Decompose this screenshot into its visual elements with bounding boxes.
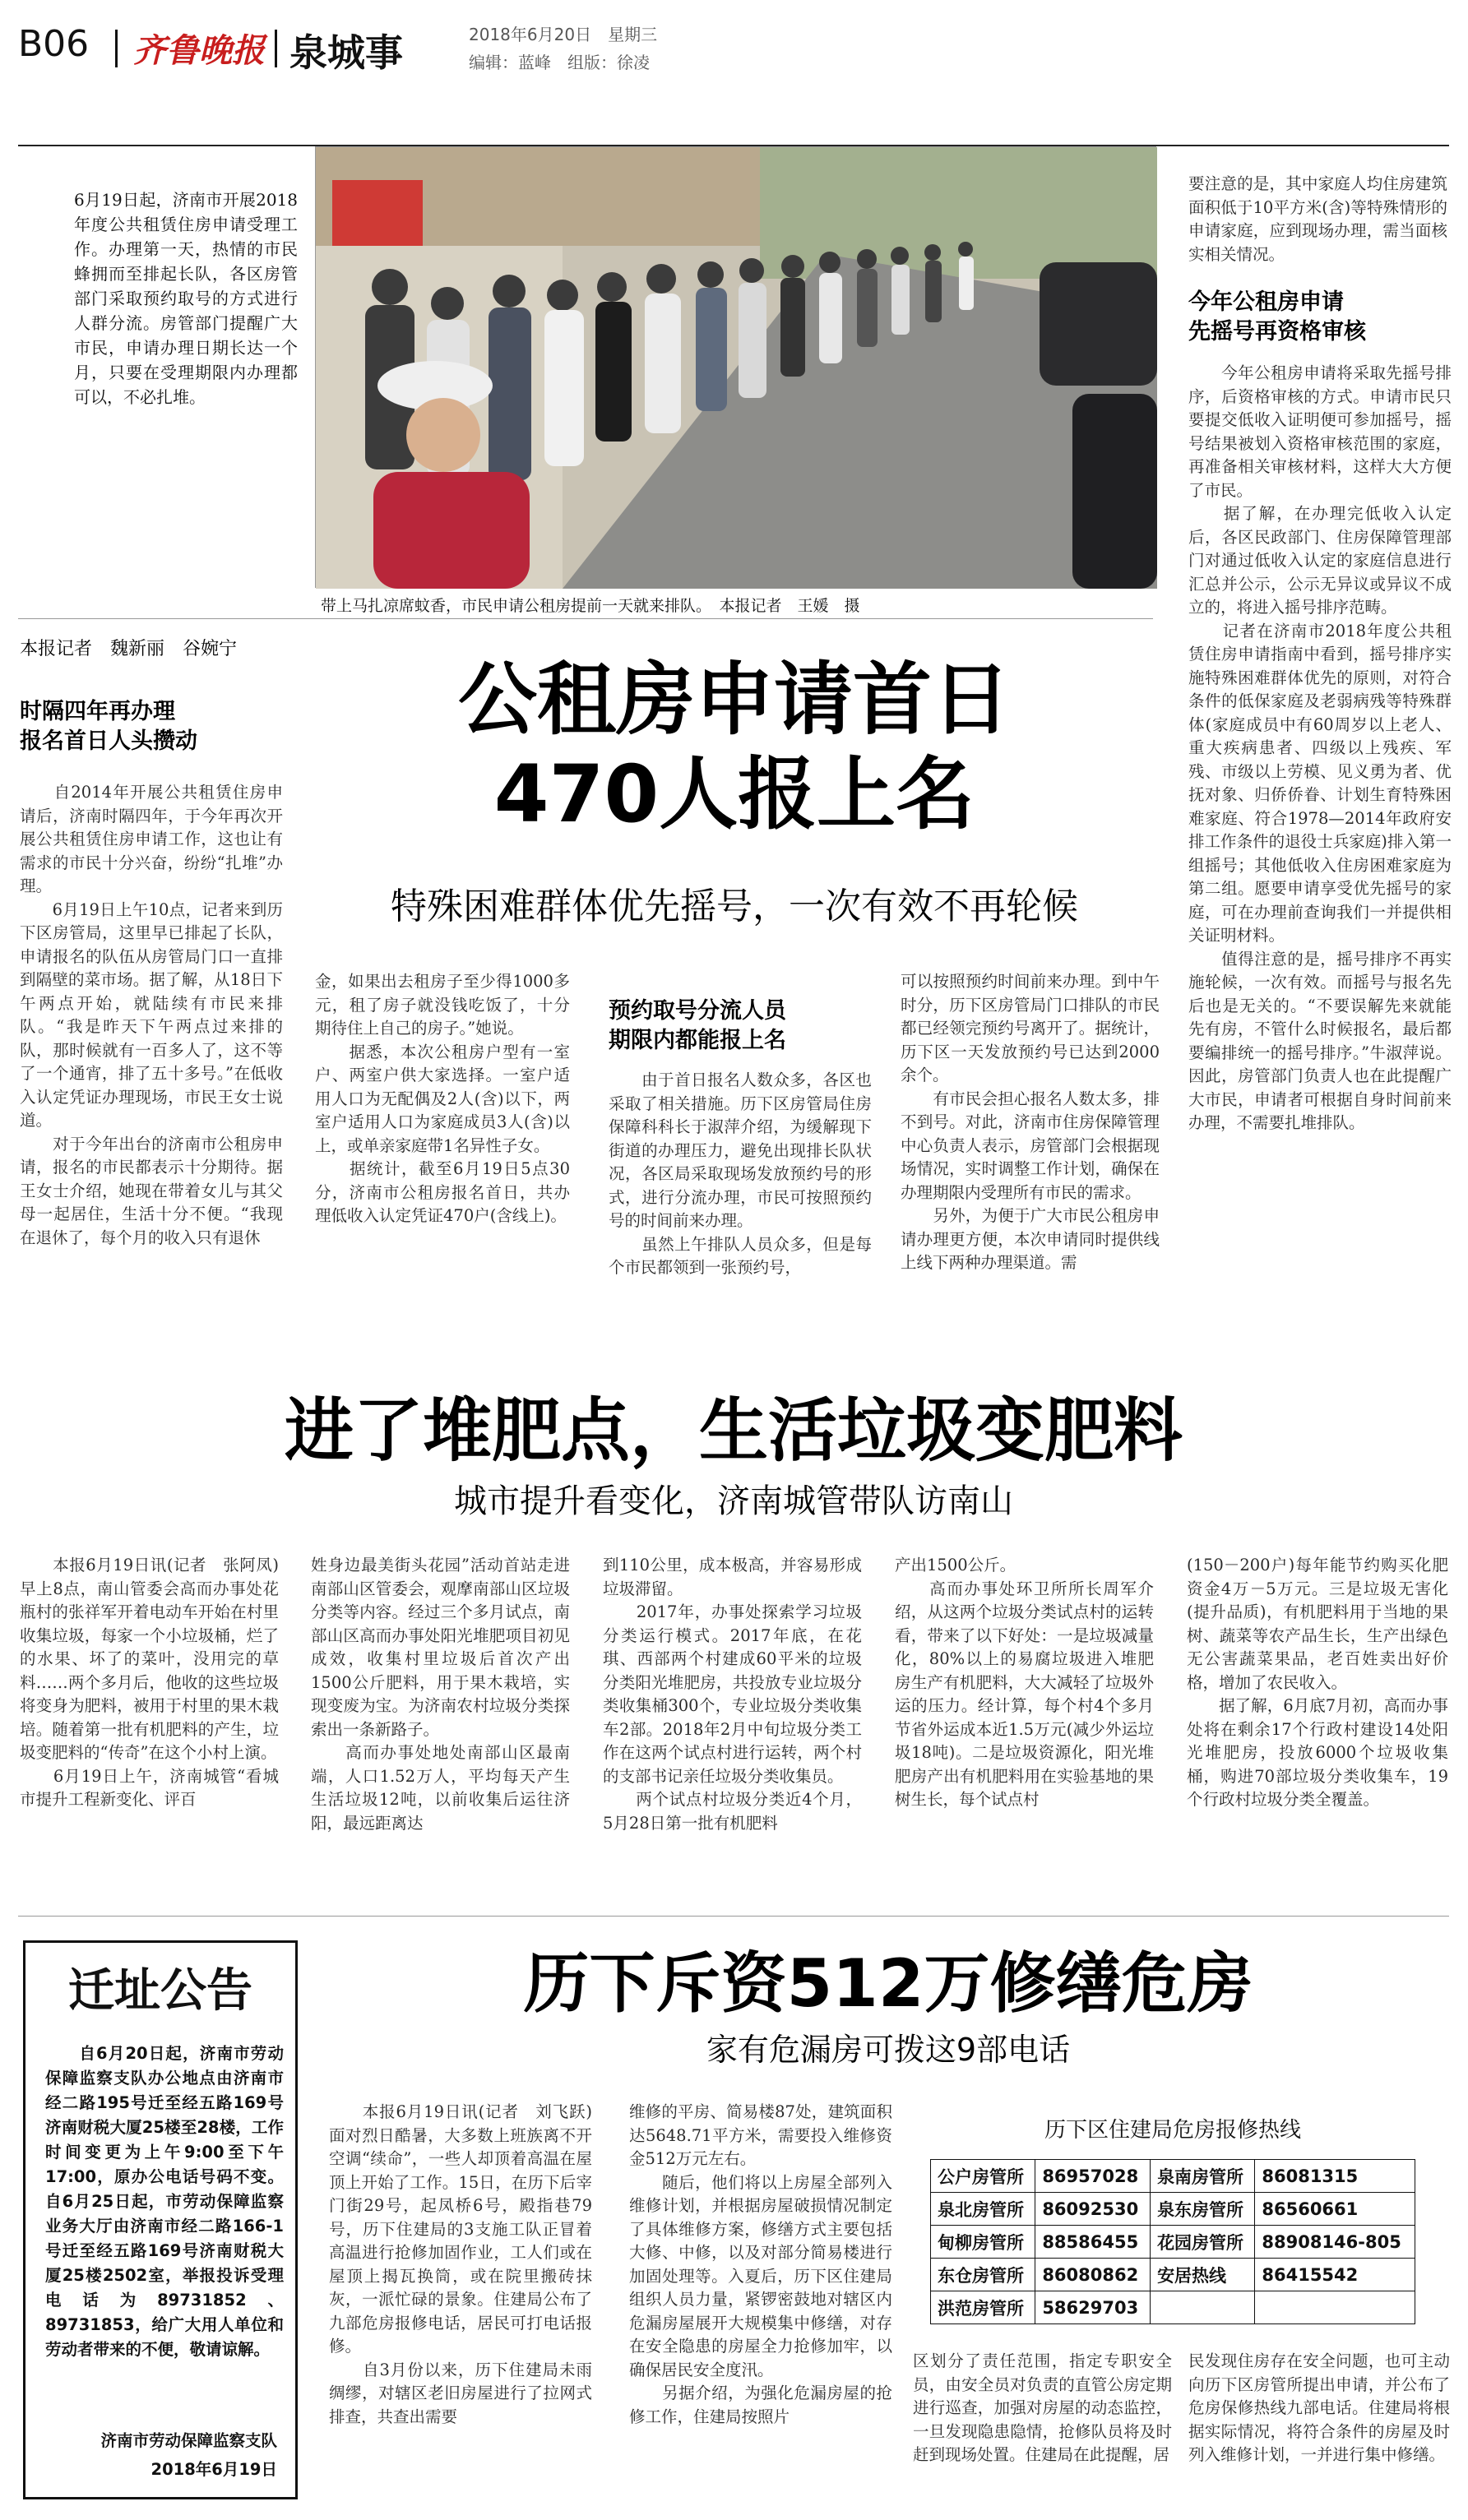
story2-column-2: 姓身边最美街头花园”活动首站走进南部山区管委会，观摩南部山区垃圾分类等内容。经过三个多月试点，南部山区高而办事处阳光堆肥项目初见成效，收集村里垃圾后首次产出1500公斤肥料，用于果木栽培，实现变废为宝。为济南农村垃圾分类探索出一条新路子。 高而办事处地处南部山区最南端，人口1.52万人，平均每天产生生活垃圾12吨，以前收集后运往济阳，最远距离达	[311, 1556, 570, 1833]
relocation-notice	[23, 1940, 298, 2499]
office-phone: 58629703	[1035, 2291, 1151, 2324]
story1-column-3: 由于首日报名人数众多，各区也采取了相关措施。历下区房管局住房保障科科长于淑萍介绍，为缓解现下街道的办理压力，避免出现排长队状况，各区局采取现场发放预约号的形式，进行分流办理，市民可按照预约号的时间前来办理。 虽然上午排队人员众多，但是每个市民都领到一张预约号，	[609, 1070, 872, 1277]
office-phone: 86081315	[1255, 2160, 1415, 2193]
hotline-table-title: 历下区住建局危房报修热线	[1044, 2118, 1301, 2143]
office-phone: 86080862	[1035, 2259, 1151, 2291]
header-divider	[115, 30, 118, 67]
notice-signature: 济南市劳动保障监察支队	[100, 2431, 277, 2450]
story2-title: 进了堆肥点，生活垃圾变肥料	[284, 1390, 1183, 1471]
office-name: 花园房管所	[1151, 2226, 1255, 2259]
story1-subhead-3: 今年公租房申请 先摇号再资格审核	[1188, 289, 1366, 344]
office-name: 东仓房管所	[931, 2259, 1035, 2291]
story1-column-4: 可以按照预约时间前来办理。到中午时分，历下区房管局门口排队的市民都已经领完预约号离开了。据统计，历下区一天发放预约号已达到2000余个。 有市民会担心报名人数太多，排不到号。对此，济南市住房保障管理中心负责人表示，房管部门会根据现场情况，实时调整工作计划，确保在办理期限内受理所有市民的需求。 另外，为便于广大市民公租房申请办理更方便，本次申请同时提供线上线下两种办理渠道。需	[901, 972, 1160, 1272]
office-name: 泉南房管所	[1151, 2160, 1255, 2193]
story2-column-3: 到110公里，成本极高，并容易形成垃圾滞留。 2017年，办事处探索学习垃圾分类运行模式。2017年底，在花琪、西部两个村建成60平米的垃圾分类阳光堆肥房，共投放专业垃圾分类收集桶300个，专业垃圾分类收集车2部。2018年2月中旬垃圾分类工作在这两个试点村进行运转，两个村的支部书记亲任垃圾分类收集员。 两个试点村垃圾分类近4个月，5月28日第一批有机肥料	[603, 1556, 862, 1833]
page-header	[18, 16, 1449, 76]
story1-byline: 本报记者 魏新丽 谷婉宁	[20, 639, 238, 659]
story1-lead: 6月19日起，济南市开展2018年度公共租赁住房申请受理工作。办理第一天，热情的市民蜂拥而至排起长队，各区房管部门采取预约取号的方式进行人群分流。房管部门提醒广大市民，申请办理日期长达一个月，只要在受理期限内办理都可以，不必扎堆。	[74, 190, 298, 407]
office-name: 公户房管所	[931, 2160, 1035, 2193]
story1-column-right-1: 要注意的是，其中家庭人均住房建筑面积低于10平方米(含)等特殊情形的申请家庭，应到现场办理，需当面核实相关情况。	[1188, 174, 1447, 264]
office-phone	[1255, 2291, 1415, 2324]
office-name: 泉东房管所	[1151, 2193, 1255, 2226]
office-phone: 88586455	[1035, 2226, 1151, 2259]
story2-column-1: 本报6月19日讯(记者 张阿凤) 早上8点，南山管委会高而办事处花瓶村的张祥军开着电动车开始在村里收集垃圾，每家一个小垃圾桶，烂了的水果、坏了的菜叶，没用完的草料……两个多月后，他收的这些垃圾将变身为肥料，被用于村里的果木栽培。随着第一批有机肥料的产生，垃圾变肥料的“传奇”在这个小村上演。 6月19日上午，济南城管“看城市提升工程新变化、评百	[20, 1556, 279, 1809]
office-phone: 86957028	[1035, 2160, 1151, 2193]
story1-rule	[18, 618, 1153, 619]
section-title: 泉城事	[289, 30, 403, 75]
office-name	[1151, 2291, 1255, 2324]
table-row	[931, 2160, 1415, 2193]
story2-column-4: 产出1500公斤。 高而办事处环卫所所长周军介绍，从这两个垃圾分类试点村的运转看，带来了以下好处：一是垃圾减量化，80%以上的易腐垃圾进入堆肥房生产有机肥料，大大减轻了垃圾外运的压力。经计算，每个村4个多月节省外运成本近1.5万元(减少外运垃圾18吨)。二是垃圾资源化，阳光堆肥房产出有机肥料用在实验基地的果树生长，每个试点村	[895, 1556, 1154, 1809]
office-phone: 86092530	[1035, 2193, 1151, 2226]
notice-title: 迁址公告	[68, 1964, 252, 2018]
hotline-table	[930, 2159, 1415, 2324]
story1-title-line2: 470人报上名	[493, 748, 975, 840]
table-row	[931, 2226, 1415, 2259]
office-name: 安居热线	[1151, 2259, 1255, 2291]
queue-photo-image	[316, 147, 1157, 589]
story3-column-1: 本报6月19日讯(记者 刘飞跃) 面对烈日酷暑，大多数上班族离不开空调“续命”，一些人却顶着高温在屋顶上开始了工作。15日，在历下后宰门街29号，起凤桥6号，殿指巷79号，历下住建局的3支施工队正冒着高温进行抢修加固作业，工人们或在屋顶上揭瓦换筒，或在院里搬砖抹灰，一派忙碌的景象。住建局公布了九部危房报修电话，居民可打电话报修。 自3月份以来，历下住建局未雨绸缪，对辖区老旧房屋进行了拉网式排查，共查出需要	[329, 2102, 592, 2426]
story1-subhead-2: 预约取号分流人员 期限内都能报上名	[609, 998, 786, 1053]
story3-title: 历下斥资512万修缮危房	[523, 1945, 1253, 2022]
office-name: 泉北房管所	[931, 2193, 1035, 2226]
story3-subtitle: 家有危漏房可拨这9部电话	[706, 2032, 1071, 2068]
story1-subhead-1: 时隔四年再办理 报名首日人头攒动	[20, 699, 197, 754]
photo-caption: 带上马扎凉席蚊香，市民申请公租房提前一天就来排队。 本报记者 王媛 摄	[321, 597, 860, 615]
story2-rule	[18, 1916, 1449, 1917]
story1-column-right-2: 今年公租房申请将采取先摇号排序，后资格审核的方式。申请市民只要提交低收入证明便可参加摇号，摇号结果被划入资格审核范围的家庭，再准备相关审核材料，这样大大方便了市民。 据了解，在办理完低收入认定后，各区民政部门、住房保障管理部门对通过低收入认定的家庭信息进行汇总并公示，公示无异议或异议不成立的，将进入摇号排序范畴。 记者在济南市2018年度公共租赁住房申请指南中看到，摇号排序实施特殊困难群体优先的原则，对符合条件的低保家庭及老弱病残等特殊群体(家庭成员中有60周岁以上老人、重大疾病患者、四级以上残疾、军残、市级以上劳模、见义勇为者、优抚对象、归侨侨眷、计划生育特殊困难家庭、符合1978—2014年政府安排工作条件的退役士兵家庭)排入第一组摇号；其他低收入住房困难家庭为第二组。愿要申请享受优先摇号的家庭，可在办理前查询我们一并提供相关证明材料。 值得注意的是，摇号排序不再实施轮候，一次有效。而摇号与报名先后也是无关的。“不要误解先来就能先有房，不管什么时候报名，最后都要编排统一的摇号排序。”牛淑萍说。因此，房管部门负责人也在此提醒广大市民，申请者可根据自身时间前来办理，不需要扎堆排队。	[1188, 363, 1452, 1132]
story3-column-4: 民发现住房存在安全问题，也可主动向历下区房管所提出申请，并公布了危房保修热线九部电话。住建局将根据实际情况，将符合条件的房屋及时列入维修计划，一并进行集中修缮。	[1188, 2351, 1450, 2464]
story1-title-line1: 公租房申请首日	[458, 654, 1011, 746]
issue-date: 2018年6月20日 星期三	[469, 25, 658, 44]
office-phone: 86560661	[1255, 2193, 1415, 2226]
header-divider	[275, 30, 277, 67]
notice-date: 2018年6月19日	[151, 2460, 277, 2479]
office-phone: 88908146-805	[1255, 2226, 1415, 2259]
office-phone: 86415542	[1255, 2259, 1415, 2291]
notice-body: 自6月20日起，济南市劳动保障监察支队办公地点由济南市经二路195号迁至经五路169号济南财税大厦25楼至28楼，工作时间变更为上午9:00至下午17:00，原办公电话号码不变。自6月25日起，市劳动保障监察业务大厅由济南市经二路166-1号迁至经五路169号济南财税大厦25楼2502室，举报投诉受理电话为89731852、89731853，给广大用人单位和劳动者带来的不便，敬请谅解。	[45, 2044, 284, 2359]
newspaper-logo: 齐鲁晚报	[133, 31, 265, 70]
story3-column-3: 区划分了责任范围，指定专职安全员，由安全员对负责的直管公房定期进行巡查，加强对房屋的动态监控，一旦发现隐患隐情，抢修队员将及时赶到现场处置。住建局在此提醒，居	[913, 2351, 1172, 2464]
story2-subtitle: 城市提升看变化，济南城管带队访南山	[454, 1482, 1013, 1520]
story1-column-1: 自2014年开展公共租赁住房申请后，济南时隔四年，于今年再次开展公共租赁住房申请工作，这也让有需求的市民十分兴奋，纷纷“扎堆”办理。 6月19日上午10点，记者来到历下区房管局，这里早已排起了长队，申请报名的队伍从房管局门口一直排到隔壁的菜市场。据了解，从18日下午两点开始，就陆续有市民来排队。“我是昨天下午两点过来排的队，那时候就有一百多人了，这不等了一个通宵，排了五十多号。”在低收入认定凭证办理现场，市民王女士说道。 对于今年出台的济南市公租房申请，报名的市民都表示十分期待。据王女士介绍，她现在带着女儿与其父母一起居住，生活十分不便。“我现在退休了，每个月的收入只有退休	[20, 783, 283, 1247]
story1-column-2: 金，如果出去租房子至少得1000多元，租了房子就没钱吃饭了，十分期待住上自己的房子。”她说。 据悉，本次公租房户型有一室户、两室户供大家选择。一室户适用人口为无配偶及2人(含)以下，两室户适用人口为家庭成员3人(含)以上，或单亲家庭带1名异性子女。 据统计，截至6月19日5点30分，济南市公租房报名首日，共办理低收入认定凭证470户(含线上)。	[315, 972, 570, 1225]
table-row	[931, 2193, 1415, 2226]
office-name: 洪范房管所	[931, 2291, 1035, 2324]
page-number: B06	[18, 23, 90, 65]
story1-subtitle: 特殊困难群体优先摇号，一次有效不再轮候	[391, 885, 1078, 927]
editors-line: 编辑：蓝峰 组版：徐凌	[469, 53, 650, 72]
story2-column-5: (150－200户)每年能节约购买化肥资金4万－5万元。三是垃圾无害化(提升品质)，有机肥料用于当地的果树、蔬菜等农产品生长，生产出绿色无公害蔬菜果品，老百姓卖出好价格，增加了农民收入。 据了解，6月底7月初，高而办事处将在剩余17个行政村建设14处阳光堆肥房，投放6000个垃圾收集桶，购进70部垃圾分类收集车，19个行政村垃圾分类全覆盖。	[1187, 1556, 1448, 1809]
table-row	[931, 2259, 1415, 2291]
office-name: 甸柳房管所	[931, 2226, 1035, 2259]
table-row	[931, 2291, 1415, 2324]
queue-photo	[315, 146, 1156, 588]
story3-column-2: 维修的平房、简易楼87处，建筑面积达5648.71平方米，需要投入维修资金512万元左右。 随后，他们将以上房屋全部列入维修计划，并根据房屋破损情况制定了具体维修方案，修缮方式主要包括大修、中修，以及对部分简易楼进行加固处理等。入夏后，历下区住建局组织人员力量，紧锣密鼓地对辖区内危漏房屋展开大规模集中修缮，对存在安全隐患的房屋全力抢修加牢，以确保居民安全度汛。 另据介绍，为强化危漏房屋的抢修工作，住建局按照片	[629, 2102, 892, 2426]
